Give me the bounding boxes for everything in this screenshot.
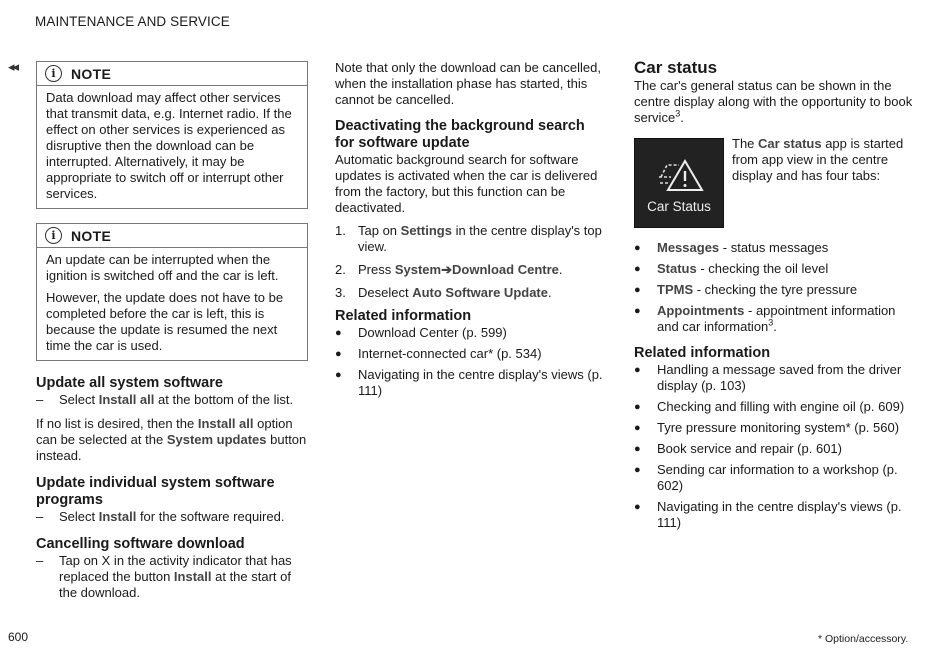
related-link[interactable]: ● Download Center (p. 599) [335, 325, 507, 340]
section-header: MAINTENANCE AND SERVICE [35, 14, 230, 29]
related-list [335, 325, 607, 399]
heading-cancelling: Cancelling software download [36, 536, 245, 552]
note-text: However, the update does not have to be completed before the car is left, this is because the update is resumed the next time the car is used. [46, 290, 284, 353]
tab-item: ● Appointments - appointment information and car information$^3$. [634, 303, 896, 334]
note-title: NOTE [71, 65, 112, 82]
paragraph: If no list is desired, then the Install all option can be selected at the System updates button instead. [36, 416, 307, 463]
dash-item: – Tap on X in the activity indicator that has replaced the button Install at the start of the download. [36, 553, 292, 600]
tab-item: ● TPMS - checking the tyre pressure [634, 282, 858, 297]
paragraph: Note that only the download can be cancelled, when the installation phase has started, this cannot be cancelled. [335, 60, 601, 107]
paragraph: Automatic background search for software updates is activated when the car is delivered from the factory, but this function can be deactivated. [335, 152, 598, 215]
heading-update-individual: Update individual system software programs [36, 475, 275, 508]
heading-related-information: Related information [634, 345, 771, 361]
step-item: 1. Tap on Settings in the centre display's top view. [335, 223, 602, 254]
note-box-interruption [36, 223, 308, 361]
page-number: 600 [8, 630, 29, 644]
related-link[interactable]: ● Tyre pressure monitoring system* (p. 560) [634, 420, 900, 435]
dash-item: – Select Install for the software required. [36, 509, 285, 524]
info-icon: i [45, 227, 62, 244]
related-link[interactable]: ● Navigating in the centre display's views (p. 111) [634, 499, 902, 530]
heading-car-status: Car status [634, 58, 718, 77]
related-link[interactable]: ● Checking and filling with engine oil (p. 609) [634, 399, 905, 414]
related-link[interactable]: ● Book service and repair (p. 601) [634, 441, 842, 456]
related-list [634, 362, 914, 531]
heading-deactivating: Deactivating the background search for software update [335, 118, 585, 151]
heading-update-all: Update all system software [36, 375, 223, 391]
note-text: Data download may affect other services that transmit data, e.g. Internet radio. If the effect on other services is experienced as disruptive then the download can be interrupted. Alternatively, it may be appropriate to switch off or interrupt other services. [46, 90, 292, 201]
related-link[interactable]: ● Handling a message saved from the driver display (p. 103) [634, 362, 902, 393]
heading-related-information: Related information [335, 308, 472, 324]
tab-item: ● Status - checking the oil level [634, 261, 829, 276]
car-warning-icon [657, 157, 705, 193]
note-text: An update can be interrupted when the ignition is switched off and the car is left. [46, 252, 279, 283]
back-arrows-icon[interactable]: ◂◂ [8, 59, 18, 74]
column-3 [634, 58, 914, 536]
column-1 [36, 61, 308, 601]
dash-item: – Select Install all at the bottom of the list. [36, 392, 294, 407]
tab-item: ● Messages - status messages [634, 240, 829, 255]
step-item: 2. Press System➔Download Centre. [335, 262, 563, 277]
paragraph: The Car status app is started from app view in the centre display and has four tabs: [732, 138, 904, 183]
step-item: 3. Deselect Auto Software Update. [335, 285, 552, 300]
footnote-option-accessory: * Option/accessory. [818, 633, 909, 645]
app-tile-label: Car Status [647, 199, 711, 214]
note-title: NOTE [71, 227, 112, 244]
steps-list [335, 223, 607, 301]
tabs-list [634, 240, 914, 335]
paragraph: The car's general status can be shown in the centre display along with the opportunity to book service$^3$. [634, 78, 913, 125]
info-icon: i [45, 65, 62, 82]
related-link[interactable]: ● Navigating in the centre display's views (p. 111) [335, 367, 603, 398]
related-link[interactable]: ● Sending car information to a workshop (p. 602) [634, 462, 898, 493]
related-link[interactable]: ● Internet-connected car* (p. 534) [335, 346, 542, 361]
car-status-app-tile[interactable] [634, 138, 724, 228]
column-2 [335, 60, 607, 404]
note-box-data-download [36, 61, 308, 209]
arrow-right-icon: ➔ [441, 262, 452, 277]
